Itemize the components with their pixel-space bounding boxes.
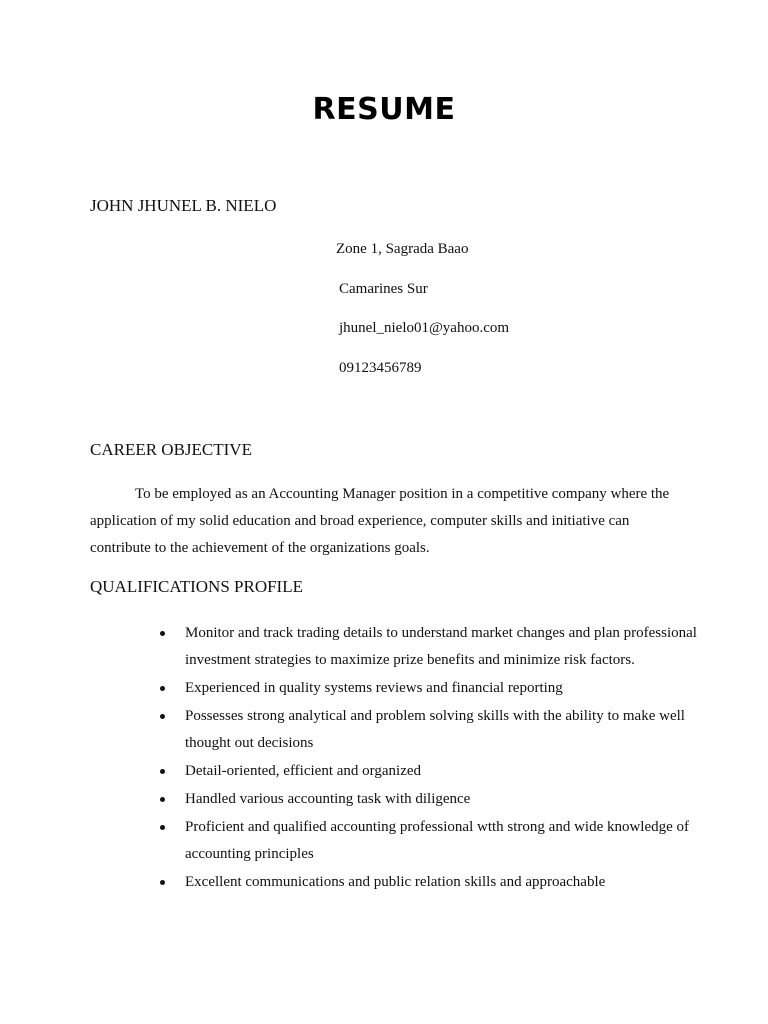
bullet-icon [160, 880, 165, 885]
list-item [160, 675, 700, 702]
list-item [160, 869, 700, 896]
bullet-icon [160, 769, 165, 774]
qualification-text: Possesses strong analytical and problem solving skills with the ability to make well thought out decisions [185, 708, 685, 751]
bullet-icon [160, 714, 165, 719]
qualification-text: Handled various accounting task with diligence [185, 791, 471, 807]
qualification-text: Experienced in quality systems reviews and financial reporting [185, 680, 563, 696]
bullet-icon [160, 825, 165, 830]
applicant-name: JOHN JHUNEL B. NIELO [90, 196, 277, 215]
resume-title: RESUME [312, 92, 456, 127]
qualification-text: Proficient and qualified accounting professional wtth strong and wide knowledge of accounting principles [185, 819, 690, 862]
list-item [160, 786, 700, 813]
list-item [160, 703, 700, 757]
qualification-text: Excellent communications and public relation skills and approachable [185, 874, 606, 890]
phone-number: 09123456789 [339, 360, 422, 376]
qualification-text: Detail-oriented, efficient and organized [185, 763, 422, 779]
list-item [160, 814, 700, 868]
address-line-2: Camarines Sur [339, 281, 428, 297]
list-item [160, 758, 700, 785]
career-objective-body: To be employed as an Accounting Manager position in a competitive company where the application of my solid education and broad experience, computer skills and initiative can contribute to the achievement of the organizations goals. [90, 486, 670, 556]
qualifications-list [160, 620, 700, 897]
career-objective-heading: CAREER OBJECTIVE [90, 440, 252, 459]
bullet-icon [160, 797, 165, 802]
qualifications-heading: QUALIFICATIONS PROFILE [90, 577, 303, 596]
qualification-text: Monitor and track trading details to understand market changes and plan professional investment strategies to maximize prize benefits and minimize risk factors. [185, 625, 697, 668]
email-address: jhunel_nielo01@yahoo.com [339, 320, 510, 336]
list-item [160, 620, 700, 674]
bullet-icon [160, 686, 165, 691]
bullet-icon [160, 631, 165, 636]
career-objective-text [90, 481, 690, 562]
address-line-1: Zone 1, Sagrada Baao [336, 241, 469, 257]
